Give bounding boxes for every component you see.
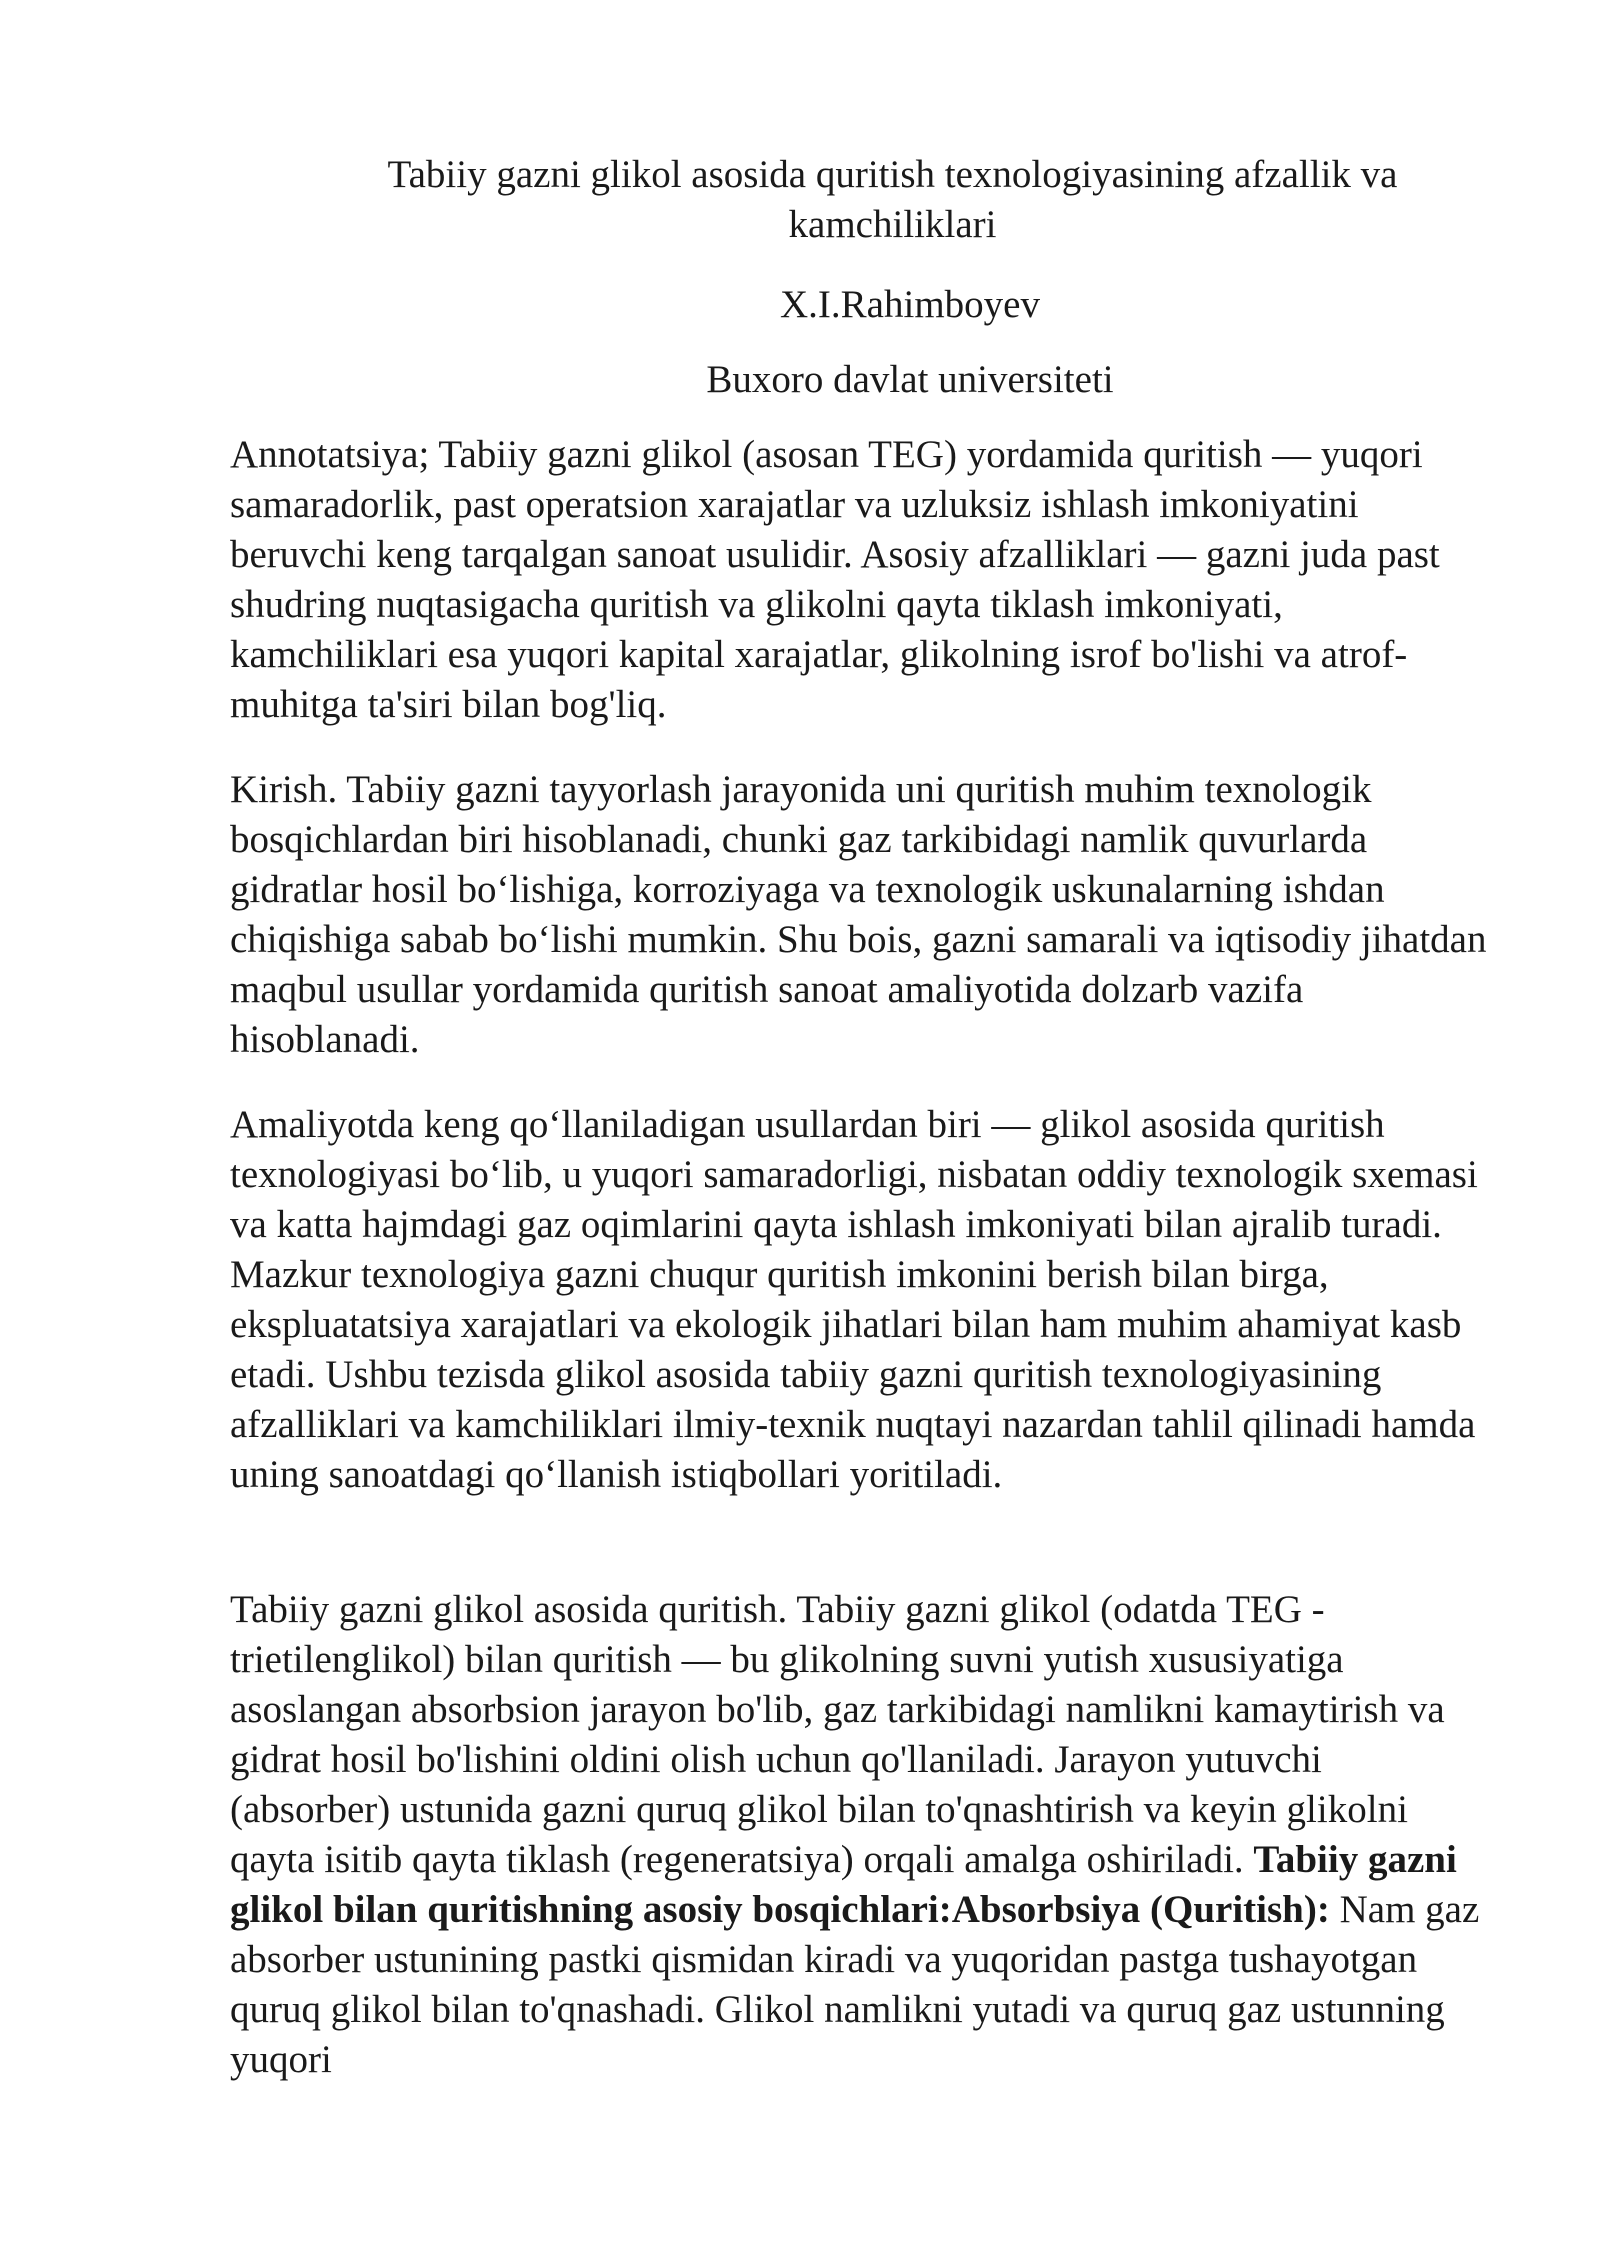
- section-text-end: Nam gaz absorber ustunining pastki qismidan kiradi va yuqoridan pastga tushayotgan quruq glikol bilan to'qnashadi. Glikol namlikni yutadi va quruq gaz ustunning yuqori: [230, 1888, 1480, 2081]
- section-bold-heading: Tabiiy gazni glikol bilan quritishning asosiy bosqichlari:Absorbsiya (Quritish):: [230, 1838, 1457, 1931]
- intro-paragraph: Kirish. Tabiiy gazni tayyorlash jarayonida uni quritish muhim texnologik bosqichlardan biri hisoblanadi, chunki gaz tarkibidagi namlik quvurlarda gidratlar hosil bo‘lishiga, korroziyaga va texnologik uskunalarning ishdan chiqishiga sabab bo‘lishi mumkin. Shu bois, gazni samarali va iqtisodiy jihatdan maqbul usullar yordamida quritish sanoat amaliyotida dolzarb vazifa hisoblanadi.: [230, 768, 1487, 1061]
- author-name: X.I.Rahimboyev: [780, 283, 1040, 326]
- section-text-start: Tabiiy gazni glikol asosida quritish. Tabiiy gazni glikol (odatda TEG - trietilenglikol) bilan quritish — bu glikolning suvni yutish xususiyatiga asoslangan absorbsion jarayon bo'lib, gaz tarkibidagi namlikni kamaytirish va gidrat hosil bo'lishini oldini olish uchun qo'llaniladi. Jarayon yutuvchi (absorber) ustunida gazni quruq glikol bilan to'qnashtirish va keyin glikolni qayta isitib qayta tiklash (regeneratsiya) orqali amalga oshiriladi.: [230, 1588, 1445, 1881]
- practice-paragraph: Amaliyotda keng qo‘llaniladigan usullardan biri — glikol asosida quritish texnologiyasi bo‘lib, u yuqori samaradorligi, nisbatan oddiy texnologik sxemasi va katta hajmdagi gaz oqimlarini qayta ishlash imkoniyati bilan ajralib turadi. Mazkur texnologiya gazni chuqur quritish imkonini berish bilan birga, ekspluatatsiya xarajatlari va ekologik jihatlari bilan ham muhim ahamiyat kasb etadi. Ushbu tezisda glikol asosida tabiiy gazni quritish texnologiyasining afzalliklari va kamchiliklari ilmiy-texnik nuqtayi nazardan tahlil qilinadi hamda uning sanoatdagi qo‘llanish istiqbollari yoritiladi.: [230, 1103, 1478, 1496]
- section-paragraph: [230, 1585, 1490, 2085]
- document-title: Tabiiy gazni glikol asosida quritish texnologiyasining afzallik va kamchiliklari: [387, 153, 1398, 246]
- author-affiliation: Buxoro davlat universiteti: [706, 358, 1114, 401]
- abstract-paragraph: Annotatsiya; Tabiiy gazni glikol (asosan TEG) yordamida quritish — yuqori samaradorlik, past operatsion xarajatlar va uzluksiz ishlash imkoniyatini beruvchi keng tarqalgan sanoat usulidir. Asosiy afzalliklari — gazni juda past shudring nuqtasigacha quritish va glikolni qayta tiklash imkoniyati, kamchiliklari esa yuqori kapital xarajatlar, glikolning isrof bo'lishi va atrof-muhitga ta'siri bilan bog'liq.: [230, 433, 1440, 726]
